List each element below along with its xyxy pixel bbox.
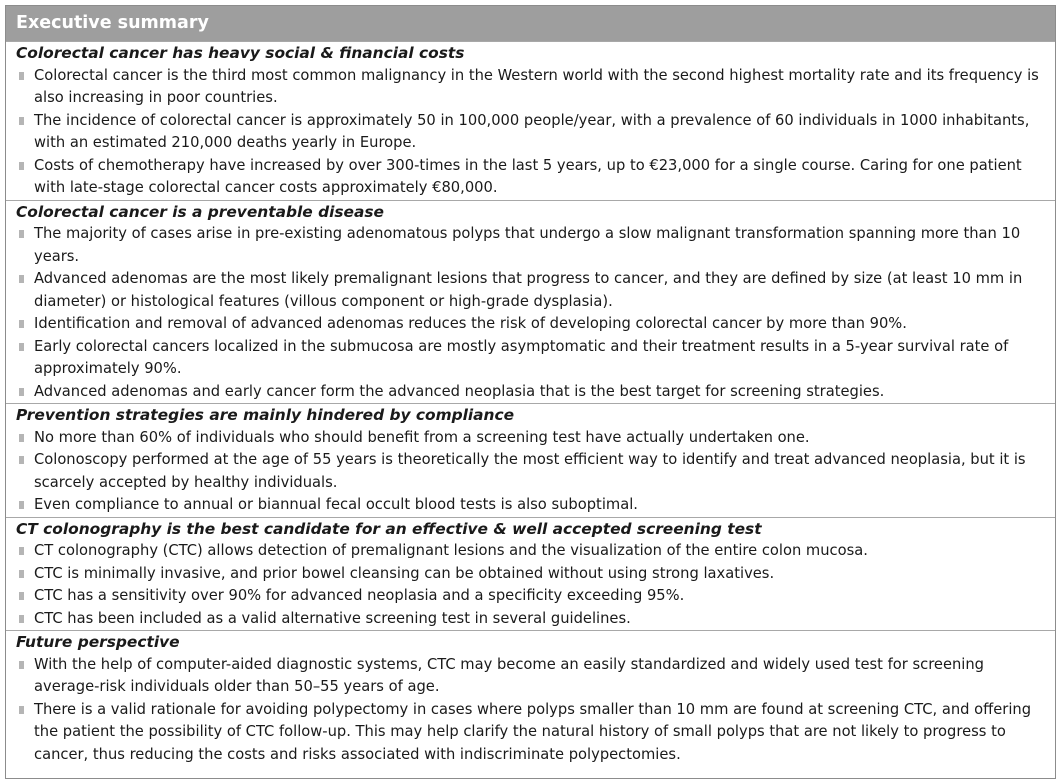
executive-summary-box — [5, 5, 1056, 779]
bullet-item: Advanced adenomas and early cancer form the advanced neoplasia that is the best target for screening strategies. — [16, 381, 1049, 404]
bullet-item: CTC is minimally invasive, and prior bowel cleansing can be obtained without using strong laxatives. — [16, 563, 1049, 586]
section-preventable-disease — [6, 200, 1055, 404]
bullet-item: Identification and removal of advanced adenomas reduces the risk of developing colorectal cancer by more than 90%. — [16, 313, 1049, 336]
bullet-item: Colorectal cancer is the third most common malignancy in the Western world with the second highest mortality rate and its frequency is also increasing in poor countries. — [16, 65, 1049, 110]
bullet-item: The incidence of colorectal cancer is approximately 50 in 100,000 people/year, with a prevalence of 60 individuals in 1000 inhabitants, with an estimated 210,000 deaths yearly in Europe. — [16, 110, 1049, 155]
section-heading: Future perspective — [16, 633, 180, 651]
bullet-item: There is a valid rationale for avoiding polypectomy in cases where polyps smaller than 10 mm are found at screening CTC, and offering the patient the possibility of CTC follow-up. This may help clarify the natural history of small polyps that are not likely to progress to cancer, thus reducing the costs and risks associated with indiscriminate polypectomies. — [16, 699, 1049, 767]
bullet-item: CTC has a sensitivity over 90% for advanced neoplasia and a specificity exceeding 95%. — [16, 585, 1049, 608]
section-heading: CT colonography is the best candidate for an effective & well accepted screening test — [16, 519, 762, 538]
box-title: Executive summary — [6, 6, 1055, 41]
bullet-item: With the help of computer-aided diagnostic systems, CTC may become an easily standardized and widely used test for screening average-risk individuals older than 50–55 years of age. — [16, 654, 1049, 699]
bullet-item: Advanced adenomas are the most likely premalignant lesions that progress to cancer, and they are defined by size (at least 10 mm in diameter) or histological features (villous component or high-grade dysplasia). — [16, 268, 1049, 313]
section-heading: Colorectal cancer is a preventable disease — [16, 202, 384, 221]
bullet-list — [16, 427, 1049, 517]
section-ct-colonography — [6, 517, 1055, 631]
bullet-list — [16, 223, 1049, 403]
bullet-item: Colonoscopy performed at the age of 55 years is theoretically the most efficient way to identify and treat advanced neoplasia, but it is scarcely accepted by healthy individuals. — [16, 449, 1049, 494]
bullet-list — [16, 654, 1049, 767]
bullet-item: Costs of chemotherapy have increased by over 300-times in the last 5 years, up to €23,000 for a single course. Caring for one patient with late-stage colorectal cancer costs approximately €80,000. — [16, 155, 1049, 200]
section-social-financial-costs — [6, 41, 1055, 200]
bullet-item: Even compliance to annual or biannual fecal occult blood tests is also suboptimal. — [16, 494, 1049, 517]
bullet-item: CT colonography (CTC) allows detection of premalignant lesions and the visualization of the entire colon mucosa. — [16, 540, 1049, 563]
bullet-list — [16, 540, 1049, 630]
bullet-item: The majority of cases arise in pre-existing adenomatous polyps that undergo a slow malignant transformation spanning more than 10 years. — [16, 223, 1049, 268]
bullet-item: CTC has been included as a valid alternative screening test in several guidelines. — [16, 608, 1049, 631]
bullet-list — [16, 65, 1049, 200]
bullet-item: Early colorectal cancers localized in the submucosa are mostly asymptomatic and their treatment results in a 5-year survival rate of approximately 90%. — [16, 336, 1049, 381]
section-heading: Prevention strategies are mainly hindered by compliance — [16, 406, 515, 424]
bullet-item: No more than 60% of individuals who should benefit from a screening test have actually undertaken one. — [16, 427, 1049, 450]
section-heading: Colorectal cancer has heavy social & financial costs — [16, 44, 465, 62]
section-future-perspective — [6, 630, 1055, 766]
section-prevention-compliance — [6, 403, 1055, 517]
